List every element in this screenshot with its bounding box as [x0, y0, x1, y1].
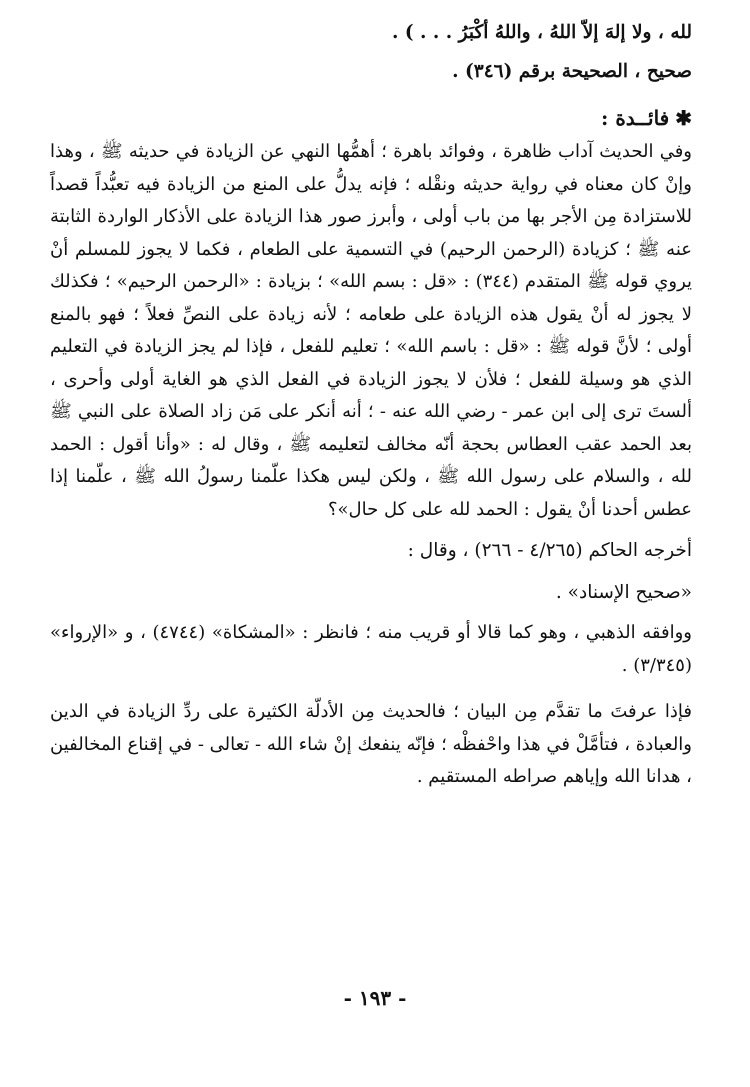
benefit-paragraph: وفي الحديث آداب ظاهرة ، وفوائد باهرة ؛ أهمُّها النهي عن الزيادة في حديثه ﷺ ، وهذا وإنْ كان معناه في رواية حديثه ونقْله ؛ فإنه يدلُّ على المنع من الزيادة فيه تعبُّداً قصداً للاستزادة مِن الأجر بها من باب أولى ، وأبرز صور هذا الزيادة على الأذكار الواردة الثابتة عنه ﷺ ؛ كزيادة (الرحمن الرحيم) في التسمية على الطعام ، فكما لا يجوز للمسلم أنْ يروي قوله ﷺ المتقدم (٣٤٤) : «قل : بسم الله» ؛ بزيادة : «الرحمن الرحيم» ؛ فكذلك لا يجوز له أنْ يقول هذه الزيادة على طعامه ؛ لأنه زيادة على النصِّ فعلاً ؛ فهو بالمنع أولى ؛ لأنَّ قوله ﷺ : «قل : باسم الله» ؛ تعليم للفعل ، فإذا لم يجز الزيادة في التعليم الذي هو وسيلة للفعل ؛ فلأن لا يجوز الزيادة في الفعل الذي هو الغاية أولى وأحرى ، ألستَ ترى إلى ابن عمر - رضي الله عنه - ؛ أنه أنكر على مَن زاد الصلاة على النبي ﷺ بعد الحمد عقب العطاس بحجة أنّه مخالف لتعليمه ﷺ ، وقال له : «وأنا أقول : الحمد لله ، والسلام على رسول الله ﷺ ، ولكن ليس هكذا علّمنا رسولُ الله ﷺ ، علّمنا إذا عطس أحدنا أنْ يقول : الحمد لله على كل حال»؟	[50, 141, 693, 520]
benefit-heading	[50, 106, 692, 130]
conclusion-paragraph: فإذا عرفتَ ما تقدَّم مِن البيان ؛ فالحديث مِن الأدلّة الكثيرة على ردِّ الزيادة في الدين والعبادة ، فتأمَّلْ في هذا واحْفظْه ؛ فإنّه ينفعك إنْ شاء الله - تعالى - في إقناع المخالفين ، هدانا الله وإياهم صراطه المستقيم .	[50, 701, 692, 787]
takhrij-hakim: أخرجه الحاكم (٤/٢٦٥ - ٢٦٦) ، وقال :	[407, 540, 692, 561]
asterisk-icon: ✱	[675, 106, 692, 130]
hadith-grading: صحيح ، الصحيحة برقم (٣٤٦) .	[452, 61, 692, 82]
page-number: - ١٩٣ -	[343, 986, 407, 1010]
hadith-ending	[50, 18, 692, 86]
hadith-quote-end: لله ، ولا إلهَ إلاّ اللهُ ، واللهُ أكْبَرُ . . . ) .	[391, 22, 692, 43]
benefit-heading-text: فائــدة :	[600, 106, 670, 130]
takhrij-hakim-quote: «صحيح الإسناد» .	[555, 582, 692, 603]
takhrij-section	[50, 536, 692, 682]
takhrij-dhahabi: ووافقه الذهبي ، وهو كما قالا أو قريب منه ؛ فانظر : «المشكاة» (٤٧٤٤) ، و «الإرواء» (٣/٣٤٥) .	[50, 622, 692, 676]
